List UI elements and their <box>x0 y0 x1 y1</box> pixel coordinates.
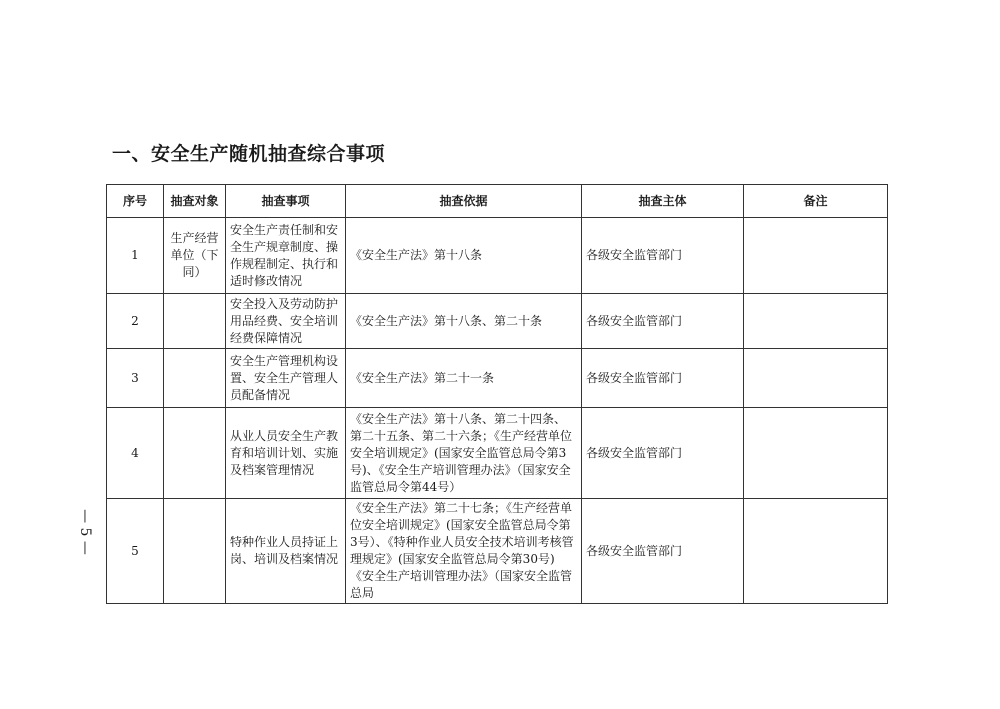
header-note: 备注 <box>744 185 888 218</box>
row-item: 安全生产责任制和安全生产规章制度、操作规程制定、执行和适时修改情况 <box>226 218 346 294</box>
row-no: 4 <box>107 408 164 499</box>
row-target: 生产经营单位（下同） <box>164 218 226 294</box>
row-note <box>744 408 888 499</box>
row-basis: 《安全生产法》第二十一条 <box>346 349 582 408</box>
row-note <box>744 349 888 408</box>
row-note <box>744 294 888 349</box>
row-no: 2 <box>107 294 164 349</box>
row-no: 1 <box>107 218 164 294</box>
row-item: 特种作业人员持证上岗、培训及档案情况 <box>226 499 346 604</box>
row-body: 各级安全监管部门 <box>582 218 744 294</box>
table-row <box>107 294 888 349</box>
row-item: 安全生产管理机构设置、安全生产管理人员配备情况 <box>226 349 346 408</box>
row-target <box>164 499 226 604</box>
row-body: 各级安全监管部门 <box>582 408 744 499</box>
row-note <box>744 218 888 294</box>
header-target: 抽查对象 <box>164 185 226 218</box>
row-no: 3 <box>107 349 164 408</box>
row-basis: 《安全生产法》第二十七条；《生产经营单位安全培训规定》(国家安全监管总局令第3号）、《特种作业人员安全技术培训考核管理规定》(国家安全监管总局令第30号)《安全生产培训管理办法》（国家安全监管总局 <box>346 499 582 604</box>
table-header-row <box>107 185 888 218</box>
row-body: 各级安全监管部门 <box>582 349 744 408</box>
header-basis: 抽查依据 <box>346 185 582 218</box>
row-item: 安全投入及劳动防护用品经费、安全培训经费保障情况 <box>226 294 346 349</box>
row-note <box>744 499 888 604</box>
row-basis: 《安全生产法》第十八条、第二十四条、第二十五条、第二十六条；《生产经营单位安全培训规定》(国家安全监管总局令第3号)、《安全生产培训管理办法》（国家安全监管总局令第44号） <box>346 408 582 499</box>
page-number: — 5 — <box>77 509 93 555</box>
row-target <box>164 408 226 499</box>
table-row <box>107 349 888 408</box>
row-item: 从业人员安全生产教育和培训计划、实施及档案管理情况 <box>226 408 346 499</box>
header-no: 序号 <box>107 185 164 218</box>
table-row <box>107 218 888 294</box>
section-title: 一、安全生产随机抽查综合事项 <box>112 143 386 165</box>
row-target <box>164 349 226 408</box>
row-body: 各级安全监管部门 <box>582 499 744 604</box>
header-body: 抽查主体 <box>582 185 744 218</box>
table-row <box>107 499 888 604</box>
row-basis: 《安全生产法》第十八条 <box>346 218 582 294</box>
row-target <box>164 294 226 349</box>
row-basis: 《安全生产法》第十八条、第二十条 <box>346 294 582 349</box>
row-no: 5 <box>107 499 164 604</box>
header-item: 抽查事项 <box>226 185 346 218</box>
inspection-table <box>106 184 888 604</box>
table-row <box>107 408 888 499</box>
row-body: 各级安全监管部门 <box>582 294 744 349</box>
